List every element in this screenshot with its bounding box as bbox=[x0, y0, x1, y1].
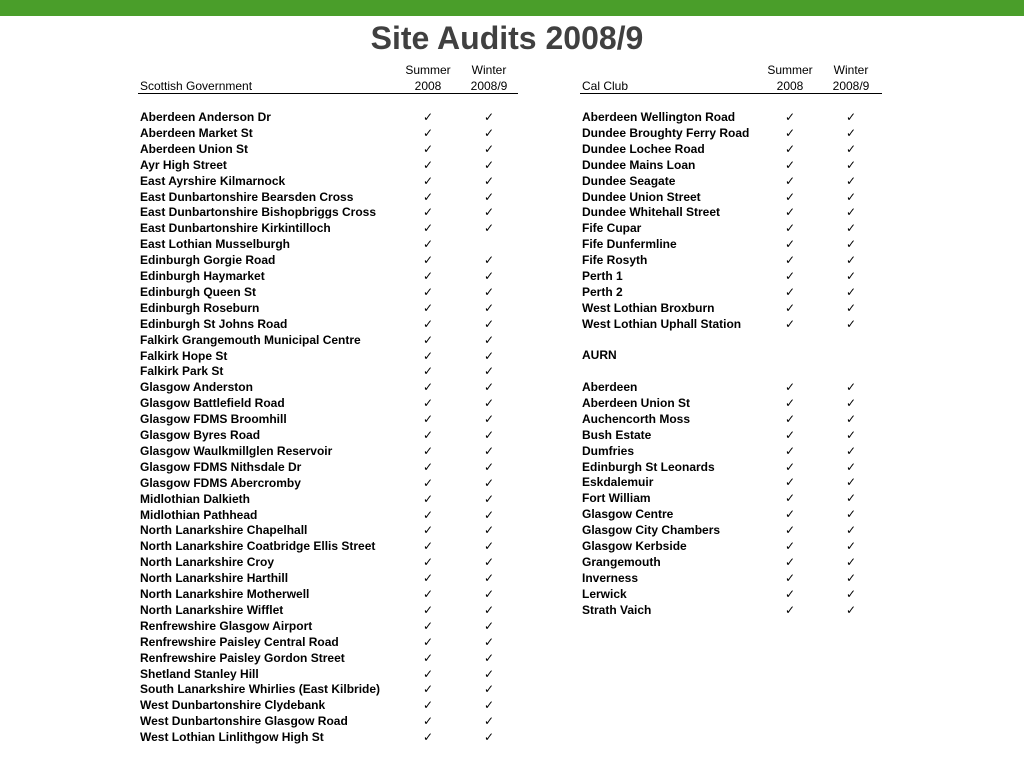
site-name: Dumfries bbox=[582, 443, 635, 458]
table-row bbox=[140, 204, 540, 220]
site-name: Glasgow Waulkmillglen Reservoir bbox=[140, 443, 333, 458]
table-row bbox=[140, 395, 540, 411]
summer-check-icon: ✓ bbox=[784, 411, 796, 426]
summer-check-icon: ✓ bbox=[422, 396, 434, 411]
winter-check-icon: ✓ bbox=[483, 364, 495, 379]
summer-check-icon: ✓ bbox=[422, 221, 434, 236]
summer-check-icon: ✓ bbox=[784, 237, 796, 252]
site-name: West Lothian Uphall Station bbox=[582, 316, 742, 331]
table-row bbox=[140, 252, 540, 268]
page-title: Site Audits 2008/9 bbox=[370, 20, 644, 56]
winter-check-icon: ✓ bbox=[483, 459, 495, 474]
summer-check-icon: ✓ bbox=[784, 316, 796, 331]
site-name: East Ayrshire Kilmarnock bbox=[140, 173, 286, 188]
table-row bbox=[140, 220, 540, 236]
site-name: Bush Estate bbox=[582, 427, 652, 442]
summer-check-icon: ✓ bbox=[422, 587, 434, 601]
site-name: Renfrewshire Paisley Gordon Street bbox=[140, 650, 345, 665]
summer-check-icon: ✓ bbox=[784, 221, 796, 236]
table-row bbox=[140, 491, 540, 507]
table-row bbox=[582, 220, 982, 236]
summer-check-icon: ✓ bbox=[422, 125, 434, 140]
table-row bbox=[582, 427, 982, 443]
summer-check-icon: ✓ bbox=[784, 602, 796, 617]
winter-check-icon: ✓ bbox=[483, 300, 495, 315]
table-row bbox=[582, 602, 982, 618]
winter-check-icon: ✓ bbox=[483, 539, 495, 554]
summer-check-icon: ✓ bbox=[422, 380, 434, 395]
summer-check-icon: ✓ bbox=[784, 570, 796, 585]
winter-check-icon: ✓ bbox=[845, 205, 857, 220]
summer-check-icon: ✓ bbox=[422, 173, 434, 188]
winter-check-icon: ✓ bbox=[845, 602, 857, 617]
summer-check-icon: ✓ bbox=[422, 364, 434, 379]
site-name: North Lanarkshire Motherwell bbox=[140, 587, 310, 601]
site-name: Falkirk Grangemouth Municipal Centre bbox=[140, 332, 361, 347]
site-name: Glasgow FDMS Nithsdale Dr bbox=[140, 459, 302, 474]
table-row bbox=[140, 173, 540, 189]
table-row bbox=[140, 443, 540, 459]
table-row bbox=[140, 666, 540, 682]
table-row bbox=[140, 363, 540, 379]
table-row bbox=[140, 189, 540, 205]
summer-check-icon: ✓ bbox=[784, 125, 796, 140]
summer-check-icon: ✓ bbox=[422, 571, 434, 586]
summer-check-icon: ✓ bbox=[422, 205, 434, 220]
table-row bbox=[582, 316, 982, 332]
summer-check-icon: ✓ bbox=[784, 300, 796, 315]
summer-check-icon: ✓ bbox=[422, 332, 434, 347]
site-name: East Dunbartonshire Bearsden Cross bbox=[140, 189, 354, 204]
site-name: Inverness bbox=[582, 570, 639, 585]
table-row bbox=[582, 141, 982, 157]
table-row bbox=[140, 379, 540, 395]
winter-check-icon: ✓ bbox=[845, 269, 857, 283]
winter-check-icon: ✓ bbox=[845, 570, 857, 585]
summer-check-icon: ✓ bbox=[422, 730, 434, 745]
winter-check-icon: ✓ bbox=[483, 428, 495, 442]
summer-check-icon: ✓ bbox=[784, 141, 796, 156]
table-row bbox=[582, 490, 982, 506]
summer-check-icon: ✓ bbox=[422, 253, 434, 268]
winter-check-icon: ✓ bbox=[483, 555, 495, 570]
site-name: Glasgow Byres Road bbox=[140, 428, 261, 442]
site-name: Edinburgh Queen St bbox=[140, 284, 256, 299]
winter-check-icon: ✓ bbox=[845, 141, 857, 156]
winter-check-icon: ✓ bbox=[483, 571, 495, 586]
right-summer-header-bottom: 2008 bbox=[776, 79, 804, 93]
table-row bbox=[582, 109, 982, 125]
summer-check-icon: ✓ bbox=[784, 427, 796, 442]
winter-check-icon: ✓ bbox=[845, 395, 857, 410]
winter-check-icon: ✓ bbox=[483, 269, 495, 283]
site-name: Aberdeen Union St bbox=[582, 395, 691, 410]
winter-check-icon: ✓ bbox=[483, 380, 495, 395]
table-row bbox=[140, 570, 540, 586]
site-name: Falkirk Park St bbox=[140, 364, 224, 379]
winter-check-icon: ✓ bbox=[483, 125, 495, 140]
winter-check-icon: ✓ bbox=[845, 237, 857, 252]
table-row bbox=[582, 570, 982, 586]
site-name: Fife Cupar bbox=[582, 221, 642, 236]
summer-check-icon: ✓ bbox=[784, 284, 796, 299]
table-row bbox=[140, 316, 540, 332]
summer-check-icon: ✓ bbox=[422, 714, 434, 729]
winter-check-icon: ✓ bbox=[845, 443, 857, 458]
winter-check-icon: ✓ bbox=[483, 348, 495, 363]
site-name: Aberdeen bbox=[582, 380, 638, 394]
table-row bbox=[140, 681, 540, 697]
summer-check-icon: ✓ bbox=[784, 459, 796, 474]
table-row bbox=[582, 474, 982, 490]
summer-check-icon: ✓ bbox=[784, 269, 796, 283]
summer-check-icon: ✓ bbox=[422, 618, 434, 633]
winter-check-icon: ✓ bbox=[483, 332, 495, 347]
table-row bbox=[140, 236, 540, 252]
summer-check-icon: ✓ bbox=[422, 491, 434, 506]
winter-check-icon: ✓ bbox=[483, 443, 495, 458]
winter-check-icon: ✓ bbox=[483, 157, 495, 172]
summer-check-icon: ✓ bbox=[784, 205, 796, 220]
site-name: West Dunbartonshire Glasgow Road bbox=[140, 714, 348, 729]
winter-check-icon: ✓ bbox=[845, 300, 857, 315]
site-name: East Dunbartonshire Kirkintilloch bbox=[140, 221, 331, 236]
summer-check-icon: ✓ bbox=[784, 110, 796, 124]
winter-check-icon: ✓ bbox=[845, 380, 857, 394]
site-name: Strath Vaich bbox=[582, 602, 652, 617]
site-name: Edinburgh St Johns Road bbox=[140, 316, 288, 331]
summer-check-icon: ✓ bbox=[422, 348, 434, 363]
winter-check-icon: ✓ bbox=[845, 221, 857, 236]
table-row bbox=[140, 697, 540, 713]
winter-check-icon: ✓ bbox=[845, 475, 857, 490]
table-row bbox=[140, 109, 540, 125]
site-name: Glasgow Battlefield Road bbox=[140, 396, 285, 411]
site-name: North Lanarkshire Coatbridge Ellis Street bbox=[140, 539, 376, 554]
summer-check-icon: ✓ bbox=[422, 539, 434, 554]
winter-check-icon: ✓ bbox=[483, 475, 495, 490]
summer-check-icon: ✓ bbox=[422, 141, 434, 156]
table-row bbox=[582, 173, 982, 189]
winter-check-icon: ✓ bbox=[483, 618, 495, 633]
left-summer-header-top: Summer bbox=[405, 63, 451, 77]
winter-check-icon: ✓ bbox=[483, 698, 495, 713]
winter-check-icon: ✓ bbox=[483, 730, 495, 745]
summer-check-icon: ✓ bbox=[784, 395, 796, 410]
summer-check-icon: ✓ bbox=[422, 475, 434, 490]
winter-check-icon: ✓ bbox=[845, 427, 857, 442]
winter-check-icon: ✓ bbox=[845, 554, 857, 569]
summer-check-icon: ✓ bbox=[784, 189, 796, 204]
winter-check-icon: ✓ bbox=[483, 173, 495, 188]
winter-check-icon: ✓ bbox=[483, 412, 495, 427]
table-row bbox=[582, 252, 982, 268]
site-name: Dundee Seagate bbox=[582, 173, 676, 188]
table-row bbox=[140, 602, 540, 618]
table-row bbox=[582, 204, 982, 220]
summer-check-icon: ✓ bbox=[422, 634, 434, 649]
winter-check-icon: ✓ bbox=[845, 157, 857, 172]
site-name: Glasgow Centre bbox=[582, 507, 674, 522]
table-row bbox=[582, 379, 982, 395]
table-row bbox=[582, 284, 982, 300]
table-row bbox=[582, 411, 982, 427]
winter-check-icon: ✓ bbox=[483, 110, 495, 124]
winter-check-icon: ✓ bbox=[483, 602, 495, 617]
table-row bbox=[140, 427, 540, 443]
site-name: Midlothian Dalkieth bbox=[140, 491, 251, 506]
winter-check-icon: ✓ bbox=[845, 507, 857, 522]
table-row bbox=[140, 507, 540, 523]
summer-check-icon: ✓ bbox=[784, 554, 796, 569]
summer-check-icon: ✓ bbox=[422, 284, 434, 299]
table-row bbox=[582, 538, 982, 554]
summer-check-icon: ✓ bbox=[784, 380, 796, 394]
site-name: West Dunbartonshire Clydebank bbox=[140, 698, 326, 713]
table-row bbox=[140, 157, 540, 173]
table-row bbox=[140, 475, 540, 491]
winter-check-icon: ✓ bbox=[483, 221, 495, 236]
site-name: Edinburgh Gorgie Road bbox=[140, 253, 276, 268]
table-row bbox=[140, 650, 540, 666]
winter-check-icon: ✓ bbox=[483, 507, 495, 522]
table-row bbox=[140, 634, 540, 650]
summer-check-icon: ✓ bbox=[784, 253, 796, 268]
summer-check-icon: ✓ bbox=[784, 539, 796, 553]
site-name: East Lothian Musselburgh bbox=[140, 237, 291, 252]
site-name: North Lanarkshire Chapelhall bbox=[140, 523, 308, 538]
table-row bbox=[582, 443, 982, 459]
table-row bbox=[582, 522, 982, 538]
site-name: Dundee Whitehall Street bbox=[582, 205, 721, 220]
right-winter-header-bottom: 2008/9 bbox=[832, 79, 870, 93]
right-summer-header-top: Summer bbox=[767, 63, 813, 77]
winter-check-icon: ✓ bbox=[483, 205, 495, 220]
site-name: Aberdeen Anderson Dr bbox=[140, 110, 271, 124]
site-name: North Lanarkshire Croy bbox=[140, 555, 275, 570]
winter-check-icon: ✓ bbox=[483, 316, 495, 331]
site-name: Fife Dunfermline bbox=[582, 237, 677, 252]
summer-check-icon: ✓ bbox=[422, 507, 434, 522]
right-header-rule bbox=[580, 93, 882, 94]
winter-check-icon: ✓ bbox=[845, 125, 857, 140]
table-row bbox=[140, 618, 540, 634]
site-name: Edinburgh Roseburn bbox=[140, 300, 260, 315]
site-name: Dundee Lochee Road bbox=[582, 141, 705, 156]
site-name: Glasgow FDMS Abercromby bbox=[140, 475, 301, 490]
site-name: Falkirk Hope St bbox=[140, 348, 228, 363]
site-name: Lerwick bbox=[582, 586, 627, 601]
summer-check-icon: ✓ bbox=[784, 491, 796, 506]
site-name: Perth 1 bbox=[582, 269, 623, 283]
site-name: West Lothian Linlithgow High St bbox=[140, 730, 324, 745]
site-name: West Lothian Broxburn bbox=[582, 300, 715, 315]
left-winter-header-bottom: 2008/9 bbox=[470, 79, 508, 93]
right-winter-header-top: Winter bbox=[833, 63, 869, 77]
summer-check-icon: ✓ bbox=[422, 650, 434, 665]
site-name: North Lanarkshire Harthill bbox=[140, 571, 289, 586]
winter-check-icon: ✓ bbox=[483, 284, 495, 299]
left-header-rule bbox=[138, 93, 518, 94]
table-row bbox=[582, 236, 982, 252]
winter-check-icon: ✓ bbox=[483, 587, 495, 601]
summer-check-icon: ✓ bbox=[422, 459, 434, 474]
site-name: Grangemouth bbox=[582, 554, 661, 569]
table-row bbox=[140, 586, 540, 602]
winter-check-icon: ✓ bbox=[845, 189, 857, 204]
winter-check-icon: ✓ bbox=[845, 539, 857, 553]
winter-check-icon: ✓ bbox=[845, 316, 857, 331]
winter-check-icon: ✓ bbox=[483, 396, 495, 411]
table-row bbox=[140, 284, 540, 300]
site-name: North Lanarkshire Wifflet bbox=[140, 602, 284, 617]
summer-check-icon: ✓ bbox=[784, 507, 796, 522]
table-row bbox=[140, 522, 540, 538]
site-name: Fort William bbox=[582, 491, 651, 506]
site-name: Glasgow Kerbside bbox=[582, 539, 687, 553]
table-row bbox=[582, 586, 982, 602]
summer-check-icon: ✓ bbox=[422, 110, 434, 124]
winter-check-icon: ✓ bbox=[845, 284, 857, 299]
table-row bbox=[582, 300, 982, 316]
table-row bbox=[582, 268, 982, 284]
table-row bbox=[140, 729, 540, 745]
site-name: Ayr High Street bbox=[140, 157, 227, 172]
winter-check-icon: ✓ bbox=[483, 189, 495, 204]
summer-check-icon: ✓ bbox=[422, 412, 434, 427]
winter-check-icon: ✓ bbox=[845, 173, 857, 188]
site-name: South Lanarkshire Whirlies (East Kilbride) bbox=[140, 682, 381, 697]
right-group-header: Cal Club bbox=[582, 79, 629, 93]
summer-check-icon: ✓ bbox=[422, 682, 434, 697]
summer-check-icon: ✓ bbox=[422, 300, 434, 315]
table-row bbox=[140, 268, 540, 284]
site-name: Glasgow City Chambers bbox=[582, 523, 721, 538]
site-name: East Dunbartonshire Bishopbriggs Cross bbox=[140, 205, 377, 220]
site-name: Dundee Union Street bbox=[582, 189, 701, 204]
site-name: Glasgow Anderston bbox=[140, 380, 253, 395]
site-name: Perth 2 bbox=[582, 284, 623, 299]
summer-check-icon: ✓ bbox=[422, 316, 434, 331]
summer-check-icon: ✓ bbox=[422, 555, 434, 570]
summer-check-icon: ✓ bbox=[784, 586, 796, 601]
site-name: Eskdalemuir bbox=[582, 475, 654, 490]
aurn-heading: AURN bbox=[582, 348, 617, 362]
winter-check-icon: ✓ bbox=[483, 253, 495, 268]
left-summer-header-bottom: 2008 bbox=[414, 79, 442, 93]
summer-check-icon: ✓ bbox=[784, 523, 796, 538]
summer-check-icon: ✓ bbox=[784, 443, 796, 458]
winter-check-icon: ✓ bbox=[845, 411, 857, 426]
summer-check-icon: ✓ bbox=[784, 173, 796, 188]
winter-check-icon: ✓ bbox=[483, 682, 495, 697]
summer-check-icon: ✓ bbox=[422, 666, 434, 681]
winter-check-icon: ✓ bbox=[845, 110, 857, 124]
site-name: Aberdeen Market St bbox=[140, 125, 253, 140]
site-name: Edinburgh St Leonards bbox=[582, 459, 715, 474]
summer-check-icon: ✓ bbox=[422, 523, 434, 538]
summer-check-icon: ✓ bbox=[422, 698, 434, 713]
winter-check-icon: ✓ bbox=[483, 491, 495, 506]
site-name: Midlothian Pathhead bbox=[140, 507, 258, 522]
table-row bbox=[582, 125, 982, 141]
winter-check-icon: ✓ bbox=[845, 586, 857, 601]
table-row bbox=[140, 713, 540, 729]
table-row bbox=[140, 348, 540, 364]
site-name: Renfrewshire Glasgow Airport bbox=[140, 618, 313, 633]
left-winter-header-top: Winter bbox=[471, 63, 507, 77]
table-row bbox=[582, 506, 982, 522]
table-row bbox=[140, 125, 540, 141]
table-row bbox=[582, 157, 982, 173]
summer-check-icon: ✓ bbox=[422, 443, 434, 458]
winter-check-icon: ✓ bbox=[483, 650, 495, 665]
winter-check-icon: ✓ bbox=[845, 459, 857, 474]
summer-check-icon: ✓ bbox=[422, 157, 434, 172]
table-row bbox=[582, 395, 982, 411]
winter-check-icon: ✓ bbox=[483, 634, 495, 649]
table-row bbox=[140, 554, 540, 570]
site-name: Glasgow FDMS Broomhill bbox=[140, 412, 287, 427]
table-row bbox=[140, 332, 540, 348]
site-name: Fife Rosyth bbox=[582, 253, 648, 268]
table-row bbox=[140, 300, 540, 316]
site-name: Shetland Stanley Hill bbox=[140, 666, 259, 681]
winter-check-icon: ✓ bbox=[483, 523, 495, 538]
summer-check-icon: ✓ bbox=[422, 237, 434, 252]
site-name: Renfrewshire Paisley Central Road bbox=[140, 634, 339, 649]
site-name: Dundee Broughty Ferry Road bbox=[582, 125, 750, 140]
summer-check-icon: ✓ bbox=[784, 157, 796, 172]
site-name: Edinburgh Haymarket bbox=[140, 269, 265, 283]
winter-check-icon: ✓ bbox=[483, 714, 495, 729]
site-name: Dundee Mains Loan bbox=[582, 157, 696, 172]
table-row bbox=[140, 459, 540, 475]
table-row bbox=[582, 189, 982, 205]
table-row bbox=[582, 554, 982, 570]
table-row bbox=[140, 141, 540, 157]
site-name: Aberdeen Wellington Road bbox=[582, 110, 736, 124]
left-group-header: Scottish Government bbox=[140, 79, 253, 93]
summer-check-icon: ✓ bbox=[422, 428, 434, 442]
winter-check-icon: ✓ bbox=[845, 491, 857, 506]
top-accent-bar bbox=[0, 0, 1024, 16]
table-row bbox=[582, 459, 982, 475]
table-row bbox=[140, 411, 540, 427]
site-name: Auchencorth Moss bbox=[582, 411, 691, 426]
winter-check-icon: ✓ bbox=[845, 253, 857, 268]
table-row bbox=[140, 538, 540, 554]
site-name: Aberdeen Union St bbox=[140, 141, 249, 156]
winter-check-icon: ✓ bbox=[483, 666, 495, 681]
winter-check-icon: ✓ bbox=[483, 141, 495, 156]
summer-check-icon: ✓ bbox=[422, 602, 434, 617]
summer-check-icon: ✓ bbox=[784, 475, 796, 490]
summer-check-icon: ✓ bbox=[422, 269, 434, 283]
summer-check-icon: ✓ bbox=[422, 189, 434, 204]
winter-check-icon: ✓ bbox=[845, 523, 857, 538]
